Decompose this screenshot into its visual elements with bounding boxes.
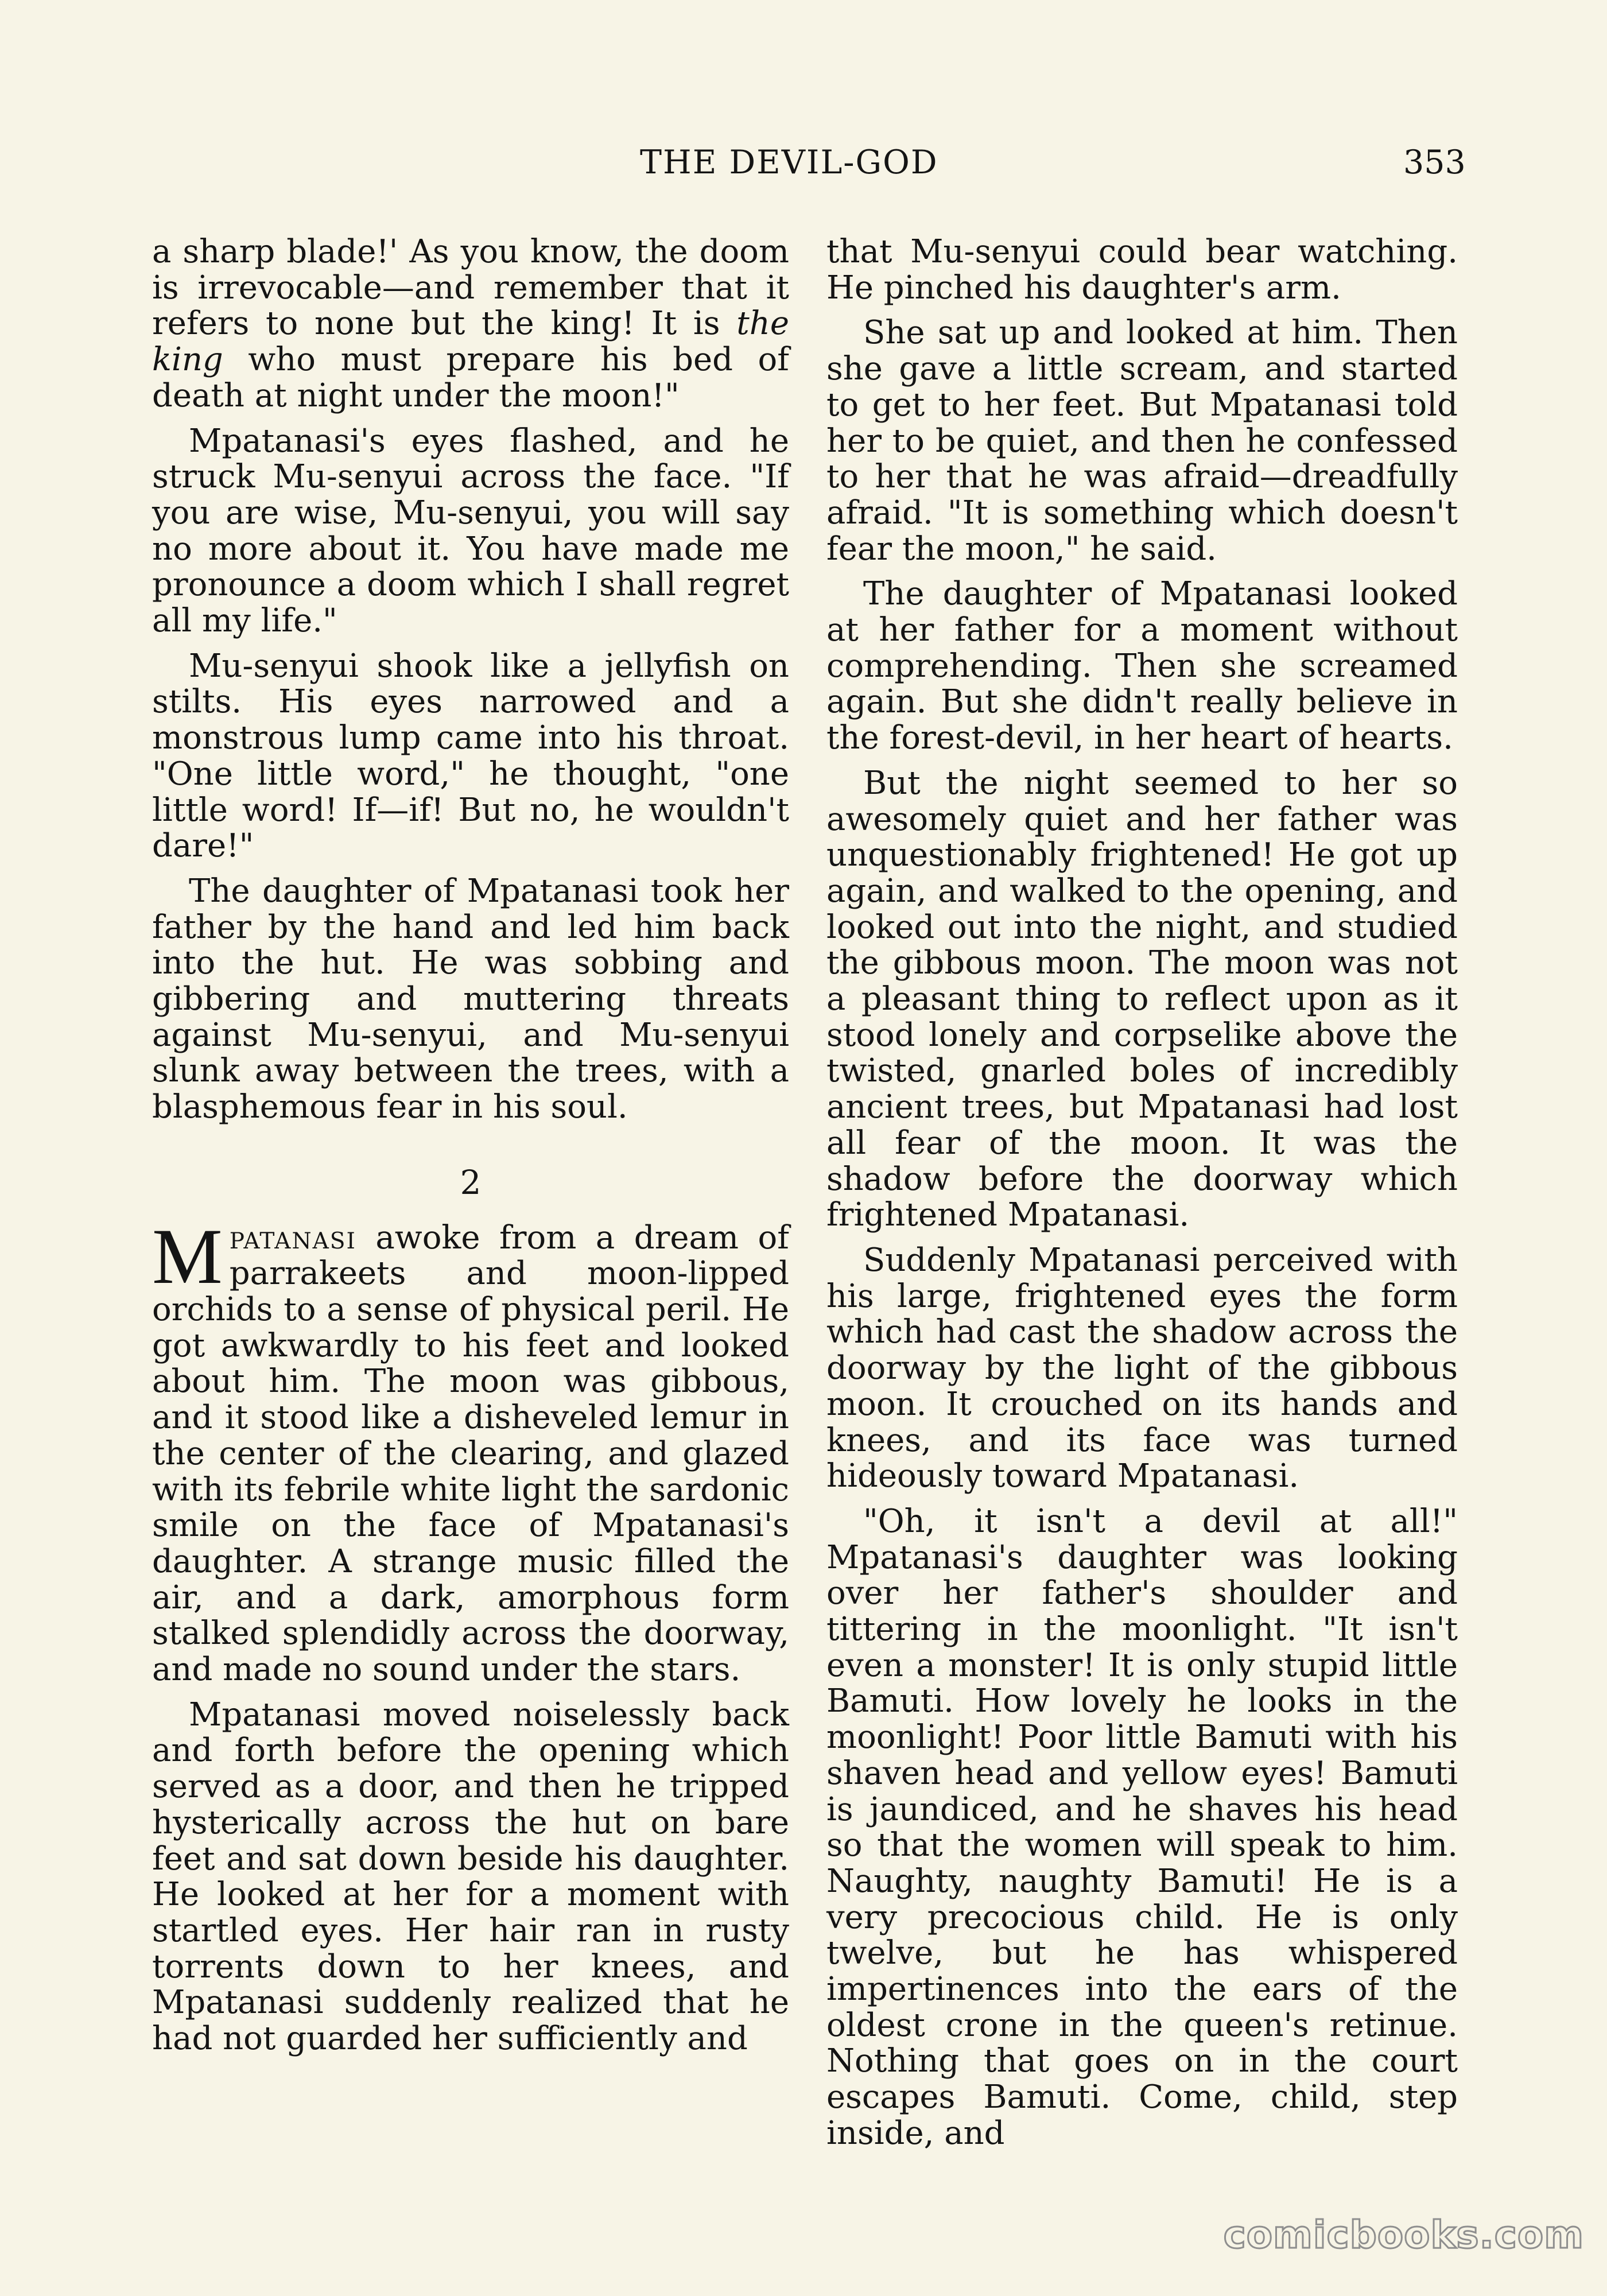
right-column (826, 234, 1458, 2161)
emphasis-text: the king (152, 305, 789, 379)
paragraph: Mpatanasi's eyes flashed, and he struck Mu-senyui across the face. "If you are wise, Mu-senyui, you will say no more about it. You have made me pronounce a doom which I shall regret all my life." (152, 422, 789, 640)
paragraph-text: a sharp blade!' As you know, the doom is irrevocable—and remember that it refers to none but the king! It is (152, 233, 789, 343)
paragraph: The daughter of Mpatanasi looked at her father for a moment without comprehending. Then she screamed again. But she didn't really believe in the forest-devil, in her heart of hearts. (826, 575, 1458, 757)
left-column (152, 234, 789, 2066)
paragraph-text: who must prepare his bed of death at night under the moon!" (152, 341, 789, 414)
watermark-logo: comicbooks.com (1223, 2213, 1584, 2257)
running-title: THE DEVIL-GOD (640, 144, 938, 181)
small-caps-name: patanasi (229, 1219, 356, 1256)
running-header (0, 144, 1607, 189)
paragraph (152, 1212, 789, 1689)
paragraph: She sat up and looked at him. Then she gave a little scream, and started to get to her feet. But Mpatanasi told her to be quiet, and then he confessed to her that he was afraid—dreadfully afraid. "It is something which doesn't fear the moon," he said. (826, 314, 1458, 568)
page-number: 353 (1403, 144, 1466, 181)
paragraph (152, 234, 789, 414)
paragraph: that Mu-senyui could bear watching. He pinched his daughter's arm. (826, 233, 1458, 307)
paragraph: The daughter of Mpatanasi took her father by the hand and led him back into the hut. He was sobbing and gibbering and muttering threats against Mu-senyui, and Mu-senyui slunk away between the trees, with a blasphemous fear in his soul. (152, 872, 789, 1126)
drop-cap: M (152, 1212, 223, 1300)
paragraph: Suddenly Mpatanasi perceived with his large, frightened eyes the form which had cast the shadow across the doorway by the light of the gibbous moon. It crouched on its hands and knees, and its face was turned hideously toward Mpatanasi. (826, 1241, 1458, 1495)
paragraph: But the night seemed to her so awesomely quiet and her father was unquestionably frightened! He got up again, and walked to the opening, and looked out into the night, and studied the gibbous moon. The moon was not a pleasant thing to reflect upon as it stood lonely and corpselike above the twisted, gnarled boles of incredibly ancient trees, but Mpatanasi had lost all fear of the moon. It was the shadow before the doorway which frightened Mpatanasi. (826, 764, 1458, 1234)
paragraph: Mu-senyui shook like a jellyfish on stilts. His eyes narrowed and a monstrous lump came into his throat. "One little word," he thought, "one little word! If—if! But no, he wouldn't dare!" (152, 647, 789, 865)
section-number: 2 (460, 1162, 482, 1202)
paragraph: Mpatanasi moved noiselessly back and forth before the opening which served as a door, and then he tripped hysterically across the hut on bare feet and sat down beside his daughter. He looked at her for a moment with startled eyes. Her hair ran in rusty torrents down to her knees, and Mpatanasi suddenly realized that he had not guarded her sufficiently and (152, 1696, 789, 2058)
paragraph: "Oh, it isn't a devil at all!" Mpatanasi's daughter was looking over her father's shoulder and tittering in the moonlight. "It isn't even a monster! It is only stupid little Bamuti. How lovely he looks in the moonlight! Poor little Bamuti with his shaven head and yellow eyes! Bamuti is jaundiced, and he shaves his head so that the women will speak to him. Naughty, naughty Bamuti! He is a very precocious child. He is only twelve, but he has whispered impertinences into the ears of the oldest crone in the queen's retinue. Nothing that goes on in the court escapes Bamuti. Come, child, step inside, and (826, 1502, 1458, 2152)
paragraph-text: awoke from a dream of parrakeets and moon-lipped orchids to a sense of physical peril. He got awkwardly to his feet and looked about him. The moon was gibbous, and it stood like a disheveled lemur in the center of the clearing, and glazed with its febrile white light the sardonic smile on the face of Mpatanasi's daughter. A strange music filled the air, and a dark, amorphous form stalked splendidly across the doorway, and made no sound under the stars. (152, 1219, 789, 1689)
